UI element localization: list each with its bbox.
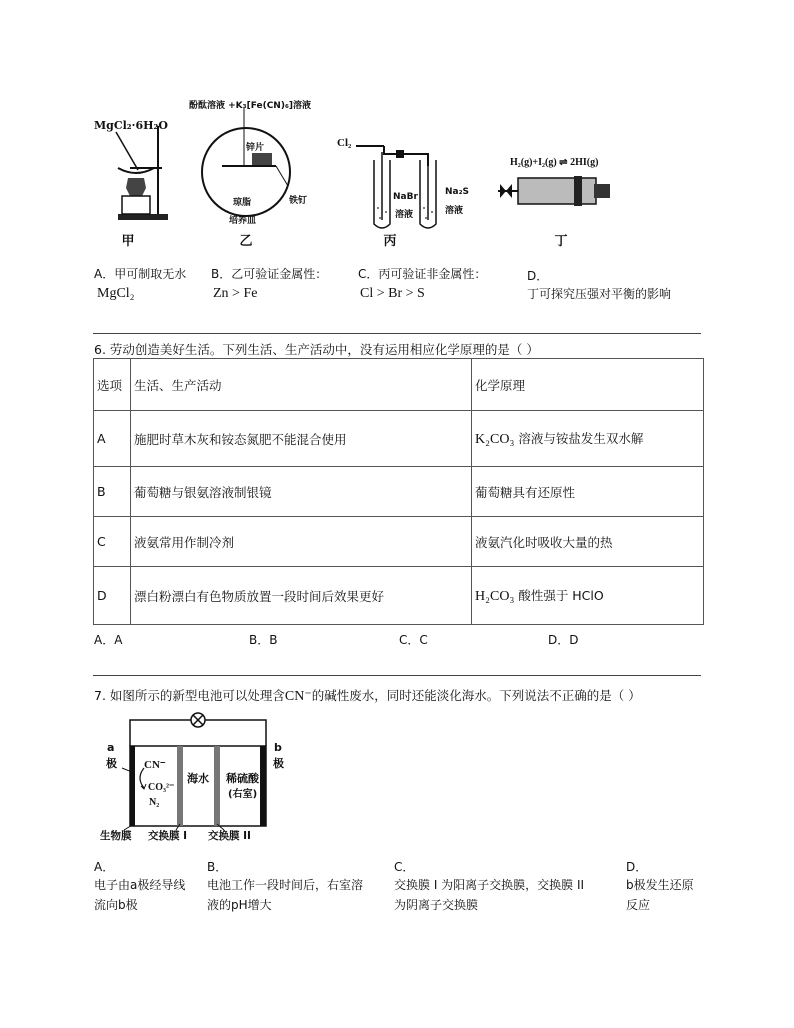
bing-nabr-label: NaBr <box>393 192 418 202</box>
yi-dish-label: 培养皿 <box>229 216 257 226</box>
a-pole-ji: 极 <box>106 757 117 770</box>
row-principle-cell <box>472 411 704 467</box>
bing-na2s-label: Na₂S <box>445 187 470 197</box>
biofilm-label: 生物膜 <box>100 830 132 842</box>
ding-caption: 丁 <box>554 234 568 249</box>
yi-top-label: 酚酞溶液 +K₃[Fe(CN)₆]溶液 <box>189 101 312 111</box>
yi-agar-label: 琼脂 <box>233 198 252 208</box>
row-option: C <box>94 517 131 567</box>
section-divider <box>93 675 701 676</box>
table-row <box>94 567 704 625</box>
q6-stem: 6. 劳动创造美好生活。下列生活、生产活动中，没有运用相应化学原理的是（ ） <box>94 342 539 357</box>
q5-option-c-line2: Cl > Br > S <box>360 286 425 301</box>
yi-caption: 乙 <box>239 234 253 249</box>
q7-option-b-line2: 液的pH增大 <box>207 898 272 912</box>
row-principle: 溶液与铵盐发生双水解 <box>518 431 644 446</box>
acid-label: 稀硫酸 <box>226 772 259 785</box>
row-principle: 液氨汽化时吸收大量的热 <box>472 517 704 567</box>
bing-caption: 丙 <box>383 234 397 249</box>
q7-option-d-letter[interactable]: D． <box>626 860 648 874</box>
apparatus-yi-figure <box>196 108 306 228</box>
row-principle-cell <box>472 567 704 625</box>
q7-option-c-letter[interactable]: C． <box>394 860 415 874</box>
jia-reagent-label: MgCl₂·6H₂O <box>94 119 168 132</box>
q7-option-a-letter[interactable]: A． <box>94 860 115 874</box>
seawater-label: 海水 <box>187 772 209 785</box>
row-activity: 漂白粉漂白有色物质放置一段时间后效果更好 <box>131 567 472 625</box>
q7-option-c-line1: 交换膜 I 为阳离子交换膜，交换膜 II <box>394 878 585 892</box>
q6-answer-d[interactable]: D．D <box>548 633 579 647</box>
q5-option-b-line2: Zn > Fe <box>213 286 258 301</box>
cn-label: CN⁻ <box>144 759 166 771</box>
section-divider <box>93 333 701 334</box>
co3-label: CO₃²⁻ <box>148 782 175 793</box>
table-row <box>94 411 704 467</box>
yi-zn-label: 锌片 <box>246 143 265 153</box>
table-header-row <box>94 359 704 411</box>
q7-option-b-letter[interactable]: B． <box>207 860 228 874</box>
bing-nabr-sol: 溶液 <box>395 210 414 220</box>
b-pole-label: b <box>274 741 282 754</box>
q5-option-a-line2: MgCl₂ <box>97 286 135 301</box>
row-activity: 施肥时草木灰和铵态氮肥不能混合使用 <box>131 411 472 467</box>
membrane2-label: 交换膜 II <box>208 830 251 842</box>
jia-caption: 甲 <box>121 234 135 249</box>
bing-gas-label: Cl₂ <box>337 137 352 149</box>
q7-stem-post: 的碱性废水，同时还能淡化海水。下列说法不正确的是（ ） <box>311 688 641 703</box>
row-option: B <box>94 467 131 517</box>
q5-option-d-line1[interactable]: D． <box>527 269 549 283</box>
q6-answer-c[interactable]: C．C <box>399 633 428 647</box>
apparatus-bing-figure <box>336 136 446 236</box>
table-row <box>94 517 704 567</box>
ding-equation: H₂(g)+I₂(g) ⇌ 2HI(g) <box>510 157 599 168</box>
q7-option-b-line1: 电池工作一段时间后，右室溶 <box>207 878 364 892</box>
b-pole-ji: 极 <box>273 757 284 770</box>
q7-option-d-line2: 反应 <box>626 898 651 912</box>
q5-option-d-line2: 丁可探究压强对平衡的影响 <box>527 287 672 301</box>
membrane1-label: 交换膜 I <box>148 830 188 842</box>
q7-stem <box>94 686 641 705</box>
bing-na2s-sol: 溶液 <box>445 206 464 216</box>
q7-option-c-line2: 为阴离子交换膜 <box>394 898 479 912</box>
q7-option-d-line1: b极发生还原 <box>626 878 694 892</box>
q7-ion: CN⁻ <box>284 689 312 704</box>
table-header-activity: 生活、生产活动 <box>131 359 472 411</box>
row-formula: H₂CO₃ <box>475 589 515 604</box>
a-pole-label: a <box>107 741 115 754</box>
row-principle: 葡萄糖具有还原性 <box>472 467 704 517</box>
q7-stem-pre: 7. 如图所示的新型电池可以处理含 <box>94 688 285 703</box>
row-activity: 液氨常用作制冷剂 <box>131 517 472 567</box>
row-principle: 酸性强于 HClO <box>518 588 604 603</box>
q6-answer-a[interactable]: A．A <box>94 633 123 647</box>
q5-option-b-line1[interactable]: B．乙可验证金属性： <box>211 267 328 281</box>
acid-room-label: (右室) <box>228 789 258 800</box>
row-option: D <box>94 567 131 625</box>
q6-table <box>93 358 704 625</box>
q6-answer-b[interactable]: B．B <box>249 633 278 647</box>
table-row <box>94 467 704 517</box>
table-header-principle: 化学原理 <box>472 359 704 411</box>
row-option: A <box>94 411 131 467</box>
q5-option-c-line1[interactable]: C．丙可验证非金属性： <box>358 267 487 281</box>
q5-option-a-line1[interactable]: A．甲可制取无水 <box>94 267 187 281</box>
row-formula: K₂CO₃ <box>475 432 515 447</box>
yi-nail-label: 铁钉 <box>289 196 308 206</box>
q7-option-a-line1: 电子由a极经导线 <box>94 878 186 892</box>
n2-label: N₂ <box>149 797 160 808</box>
table-header-option: 选项 <box>94 359 131 411</box>
apparatus-ding-figure <box>494 168 614 214</box>
row-activity: 葡萄糖与银氨溶液制银镜 <box>131 467 472 517</box>
q7-option-a-line2: 流向b极 <box>94 898 138 912</box>
